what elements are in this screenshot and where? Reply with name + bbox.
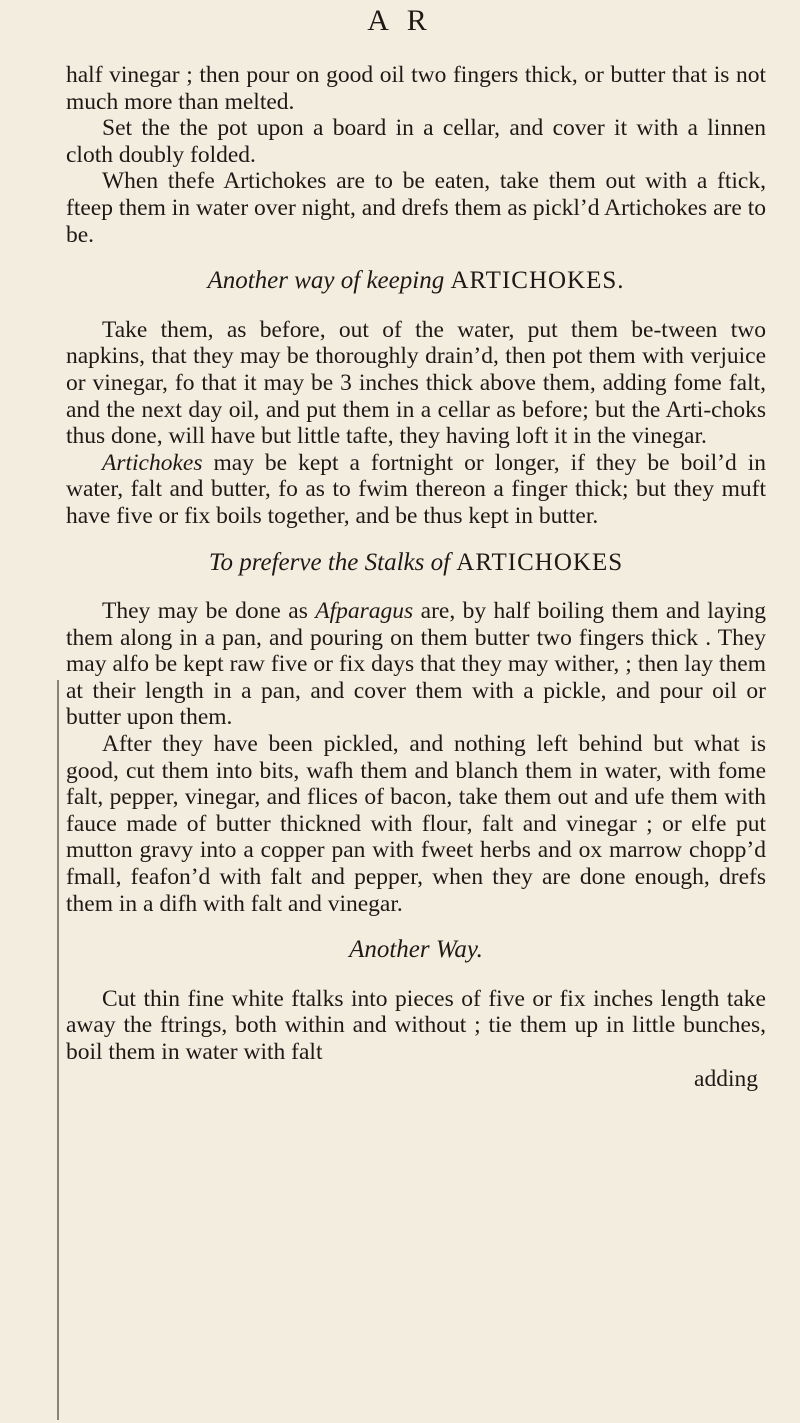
paragraph-take-them: Take them, as before, out of the water, put them be-tween two napkins, that they may be thoroughly drain’d, then pot them with verjuice or vinegar, fo that it may be 3 inches thick above them, adding fome falt, and the next day oil, and put them in a cellar as before; but the Arti-choks thus done, will have but little tafte, they having loft it in the vinegar. <box>66 316 766 450</box>
heading-italic: To preferve the Stalks of <box>208 548 451 576</box>
page-body <box>66 62 766 1092</box>
heading-italic: Another Way. <box>349 936 483 964</box>
paragraph-when-eaten: When thefe Artichokes are to be eaten, take them out with a ftick, fteep them in water over night, and drefs them as pickl’d Artichokes are to be. <box>66 168 766 248</box>
heading-preserve-stalks <box>66 550 766 577</box>
italic-mid: Afparagus <box>315 598 414 625</box>
italic-lead: Artichokes <box>102 449 203 476</box>
paragraph-text-before: They may be done as <box>102 598 316 625</box>
paragraph-after-pickled: After they have been pickled, and nothing left behind but what is good, cut them into bits, wafh them and blanch them in water, with fome falt, pepper, vinegar, and flices of bacon, take them out and ufe them with fauce made of butter thickned with flour, falt and vinegar ; or elfe put mutton gravy into a copper pan with fweet herbs and ox marrow chopp’d fmall, feafon’d with falt and pepper, when they are done enough, drefs them in a difh with falt and vinegar. <box>66 731 766 917</box>
paragraph-artichokes-kept <box>66 450 766 530</box>
paragraph-continuation: half vinegar ; then pour on good oil two fingers thick, or butter that is not much more than melted. <box>66 62 766 115</box>
heading-another-way <box>66 937 766 964</box>
paragraph-set-pot: Set the the pot upon a board in a cellar, and cover it with a linnen cloth doubly folded. <box>66 115 766 168</box>
paragraph-text: may be kept a fortnight or longer, if they be boil’d in water, falt and butter, fo as to fwim thereon a finger thick; but they muft have five or fix boils together, and be thus kept in butter. <box>66 449 766 529</box>
heading-italic: Another way of keeping <box>207 267 445 295</box>
paragraph-asparagus <box>66 598 766 731</box>
heading-another-way-keeping <box>66 268 766 295</box>
heading-caps: ARTICHOKES. <box>450 267 625 295</box>
catchword: adding <box>694 1065 758 1092</box>
heading-caps: ARTICHOKES <box>456 548 624 576</box>
paragraph-cut-stalks: Cut thin fine white ftalks into pieces of five or fix inches length take away the ftrings, both within and without ; tie them up in little bunches, boil them in water with falt <box>66 985 766 1065</box>
margin-shadow <box>57 680 59 1420</box>
running-header: A R <box>367 4 433 37</box>
paragraph-text: are, by half boiling them and laying them along in a pan, and pouring on them butter two fingers thick . They may alfo be kept raw five or fix days that they may wither, ; then lay them at their length in a pan, and cover them with a pickle, and pour oil or butter upon them. <box>66 598 766 731</box>
